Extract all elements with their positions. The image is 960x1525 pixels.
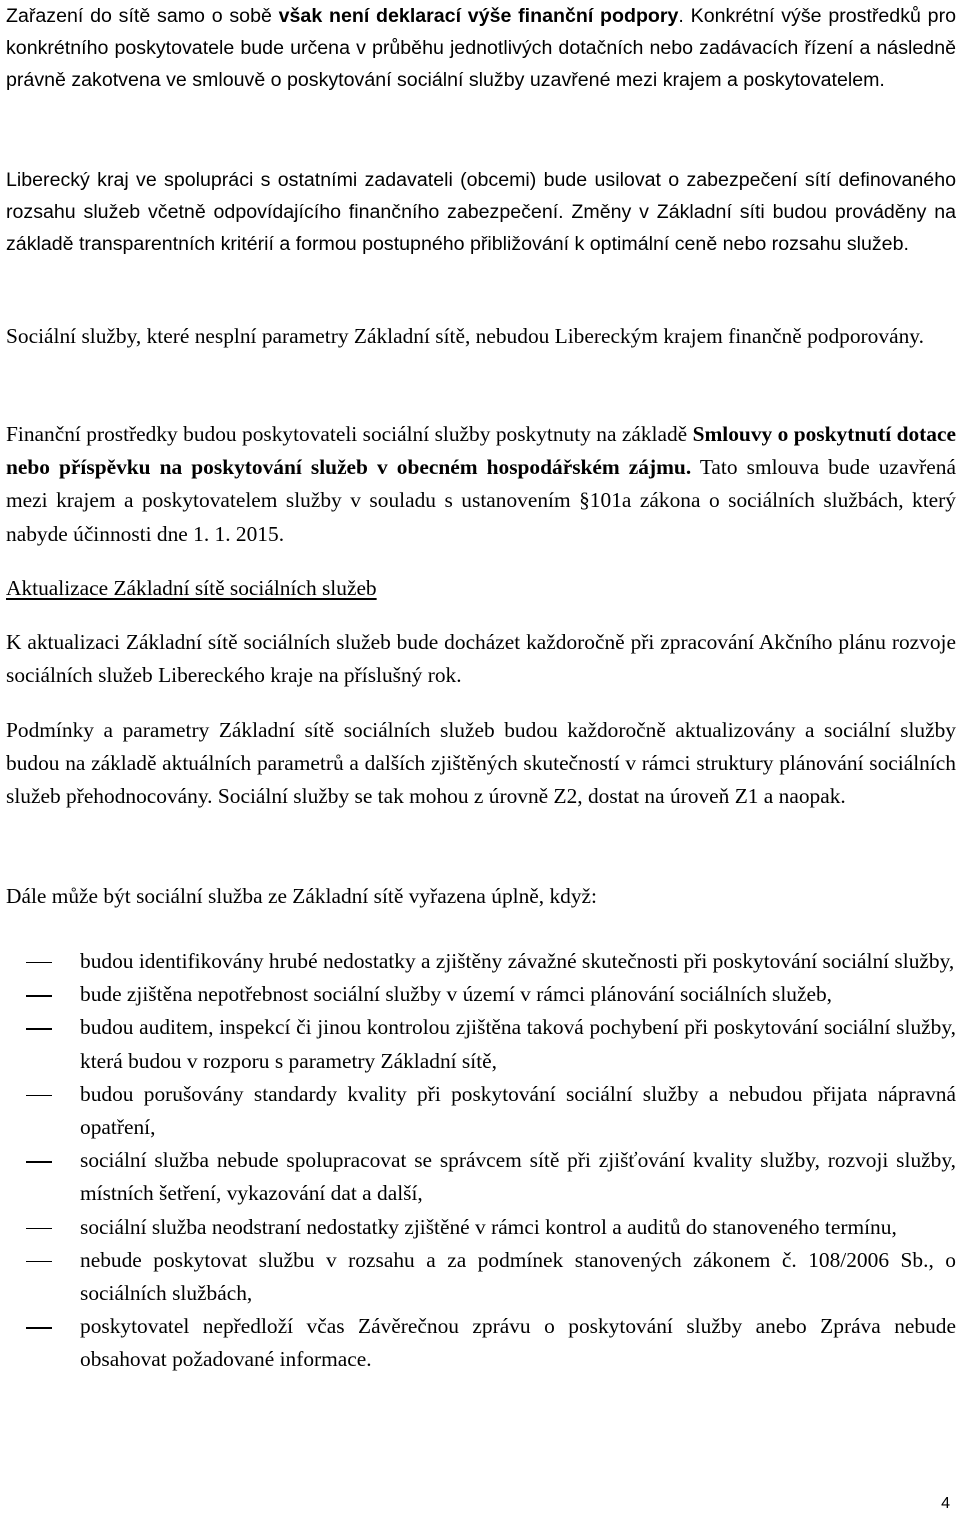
paragraph-network-inclusion xyxy=(6,0,956,97)
p1-lead: Zařazení do sítě samo o sobě xyxy=(6,5,279,27)
list-item-text: poskytovatel nepředloží včas Závěrečnou zprávu o poskytování služby anebo Zpráva nebude obsahovat požadované informace. xyxy=(80,1314,956,1372)
list-item-text: budou identifikovány hrubé nedostatky a zjištěny závažné skutečnosti při poskytování sociální služby, xyxy=(80,949,955,973)
paragraph-exclusion-intro: Dále může být sociální služba ze Základní sítě vyřazena úplně, když: xyxy=(6,884,597,908)
list-item-text: sociální služba neodstraní nedostatky zjištěné v rámci kontrol a auditů do stanoveného termínu, xyxy=(80,1214,897,1239)
dash-bullet-icon xyxy=(26,1095,52,1096)
list-item-text: sociální služba nebude spolupracovat se správcem sítě při zjišťování kvality služby, rozvoji služby, místních šetření, vykazování dat a další, xyxy=(80,1148,956,1206)
paragraph-liberec-cooperation: Liberecký kraj ve spolupráci s ostatními zadavateli (obcemi) bude usilovat o zabezpečení sítí definovaného rozsahu služeb včetně odpovídajícího finančního zabezpečení. Změny v Základní síti budou prováděny na základě transparentních kritérií a formou postupného přibližování k optimální ceně nebo rozsahu služeb. xyxy=(6,169,956,256)
list-item xyxy=(6,1144,956,1210)
dash-bullet-icon xyxy=(26,1228,52,1229)
p4-lead: Finanční prostředky budou poskytovateli sociální služby poskytnuty na základě xyxy=(6,422,693,446)
paragraph-non-compliant-services: Sociální služby, které nesplní parametry Základní sítě, nebudou Libereckým krajem finančně podporovány. xyxy=(6,324,924,348)
list-item xyxy=(6,978,956,1011)
list-item xyxy=(6,1078,956,1144)
dash-bullet-icon xyxy=(26,1261,52,1262)
p4-bold: Smlouvy o poskytnutí dotace nebo příspěvku na poskytování služeb v obecném hospodářském zájmu. xyxy=(6,422,956,480)
dash-bullet-icon xyxy=(26,1327,52,1328)
exclusion-conditions-list xyxy=(6,945,956,1377)
dash-bullet-icon xyxy=(26,1028,52,1029)
list-item xyxy=(6,1310,956,1376)
dash-bullet-icon xyxy=(26,1161,52,1162)
list-item xyxy=(6,945,956,978)
list-item xyxy=(6,1244,956,1310)
list-item xyxy=(6,1211,956,1244)
paragraph-financial-resources xyxy=(6,418,956,551)
dash-bullet-icon xyxy=(26,962,52,963)
p1-rest: . Konkrétní výše prostředků pro konkrétního poskytovatele bude určena v průběhu jednotlivých dotačních nebo zadávacích řízení a následně právně zakotvena ve smlouvě o poskytování sociální služby uzavřené mezi krajem a poskytovatelem. xyxy=(6,5,956,92)
list-item-text: nebude poskytovat službu v rozsahu a za podmínek stanovených zákonem č. 108/2006 Sb., o sociálních službách, xyxy=(80,1247,956,1306)
p4-rest: Tato smlouva bude uzavřená mezi krajem a poskytovatelem služby v souladu s ustanovením §101a zákona o sociálních službách, který nabyde účinnosti dne 1. 1. 2015. xyxy=(6,455,956,546)
paragraph-conditions-parameters: Podmínky a parametry Základní sítě sociálních služeb budou každoročně aktualizovány a sociální služby budou na základě aktuálních parametrů a dalších zjištěných skutečností v rámci struktury plánování sociálních služeb přehodnocovány. Sociální služby se tak mohou z úrovně Z2, dostat na úroveň Z1 a naopak. xyxy=(6,718,956,809)
page-number: 4 xyxy=(941,1495,950,1512)
list-item-text: budou porušovány standardy kvality při poskytování sociální služby a nebudou přijata nápravná opatření, xyxy=(80,1081,956,1140)
list-item-text: budou auditem, inspekcí či jinou kontrolou zjištěna taková pochybení při poskytování sociální služby, která budou v rozporu s parametry Základní sítě, xyxy=(80,1015,956,1073)
list-item-text: bude zjištěna nepotřebnost sociální služby v území v rámci plánování sociálních služeb, xyxy=(80,982,833,1007)
paragraph-network-update: K aktualizaci Základní sítě sociálních služeb bude docházet každoročně při zpracování Akčního plánu rozvoje sociálních služeb Libereckého kraje na příslušný rok. xyxy=(6,630,956,688)
section-heading: Aktualizace Základní sítě sociálních služeb xyxy=(6,576,377,600)
list-item xyxy=(6,1011,956,1077)
dash-bullet-icon xyxy=(26,995,52,996)
p1-bold: však není deklarací výše finanční podpory xyxy=(278,5,679,27)
